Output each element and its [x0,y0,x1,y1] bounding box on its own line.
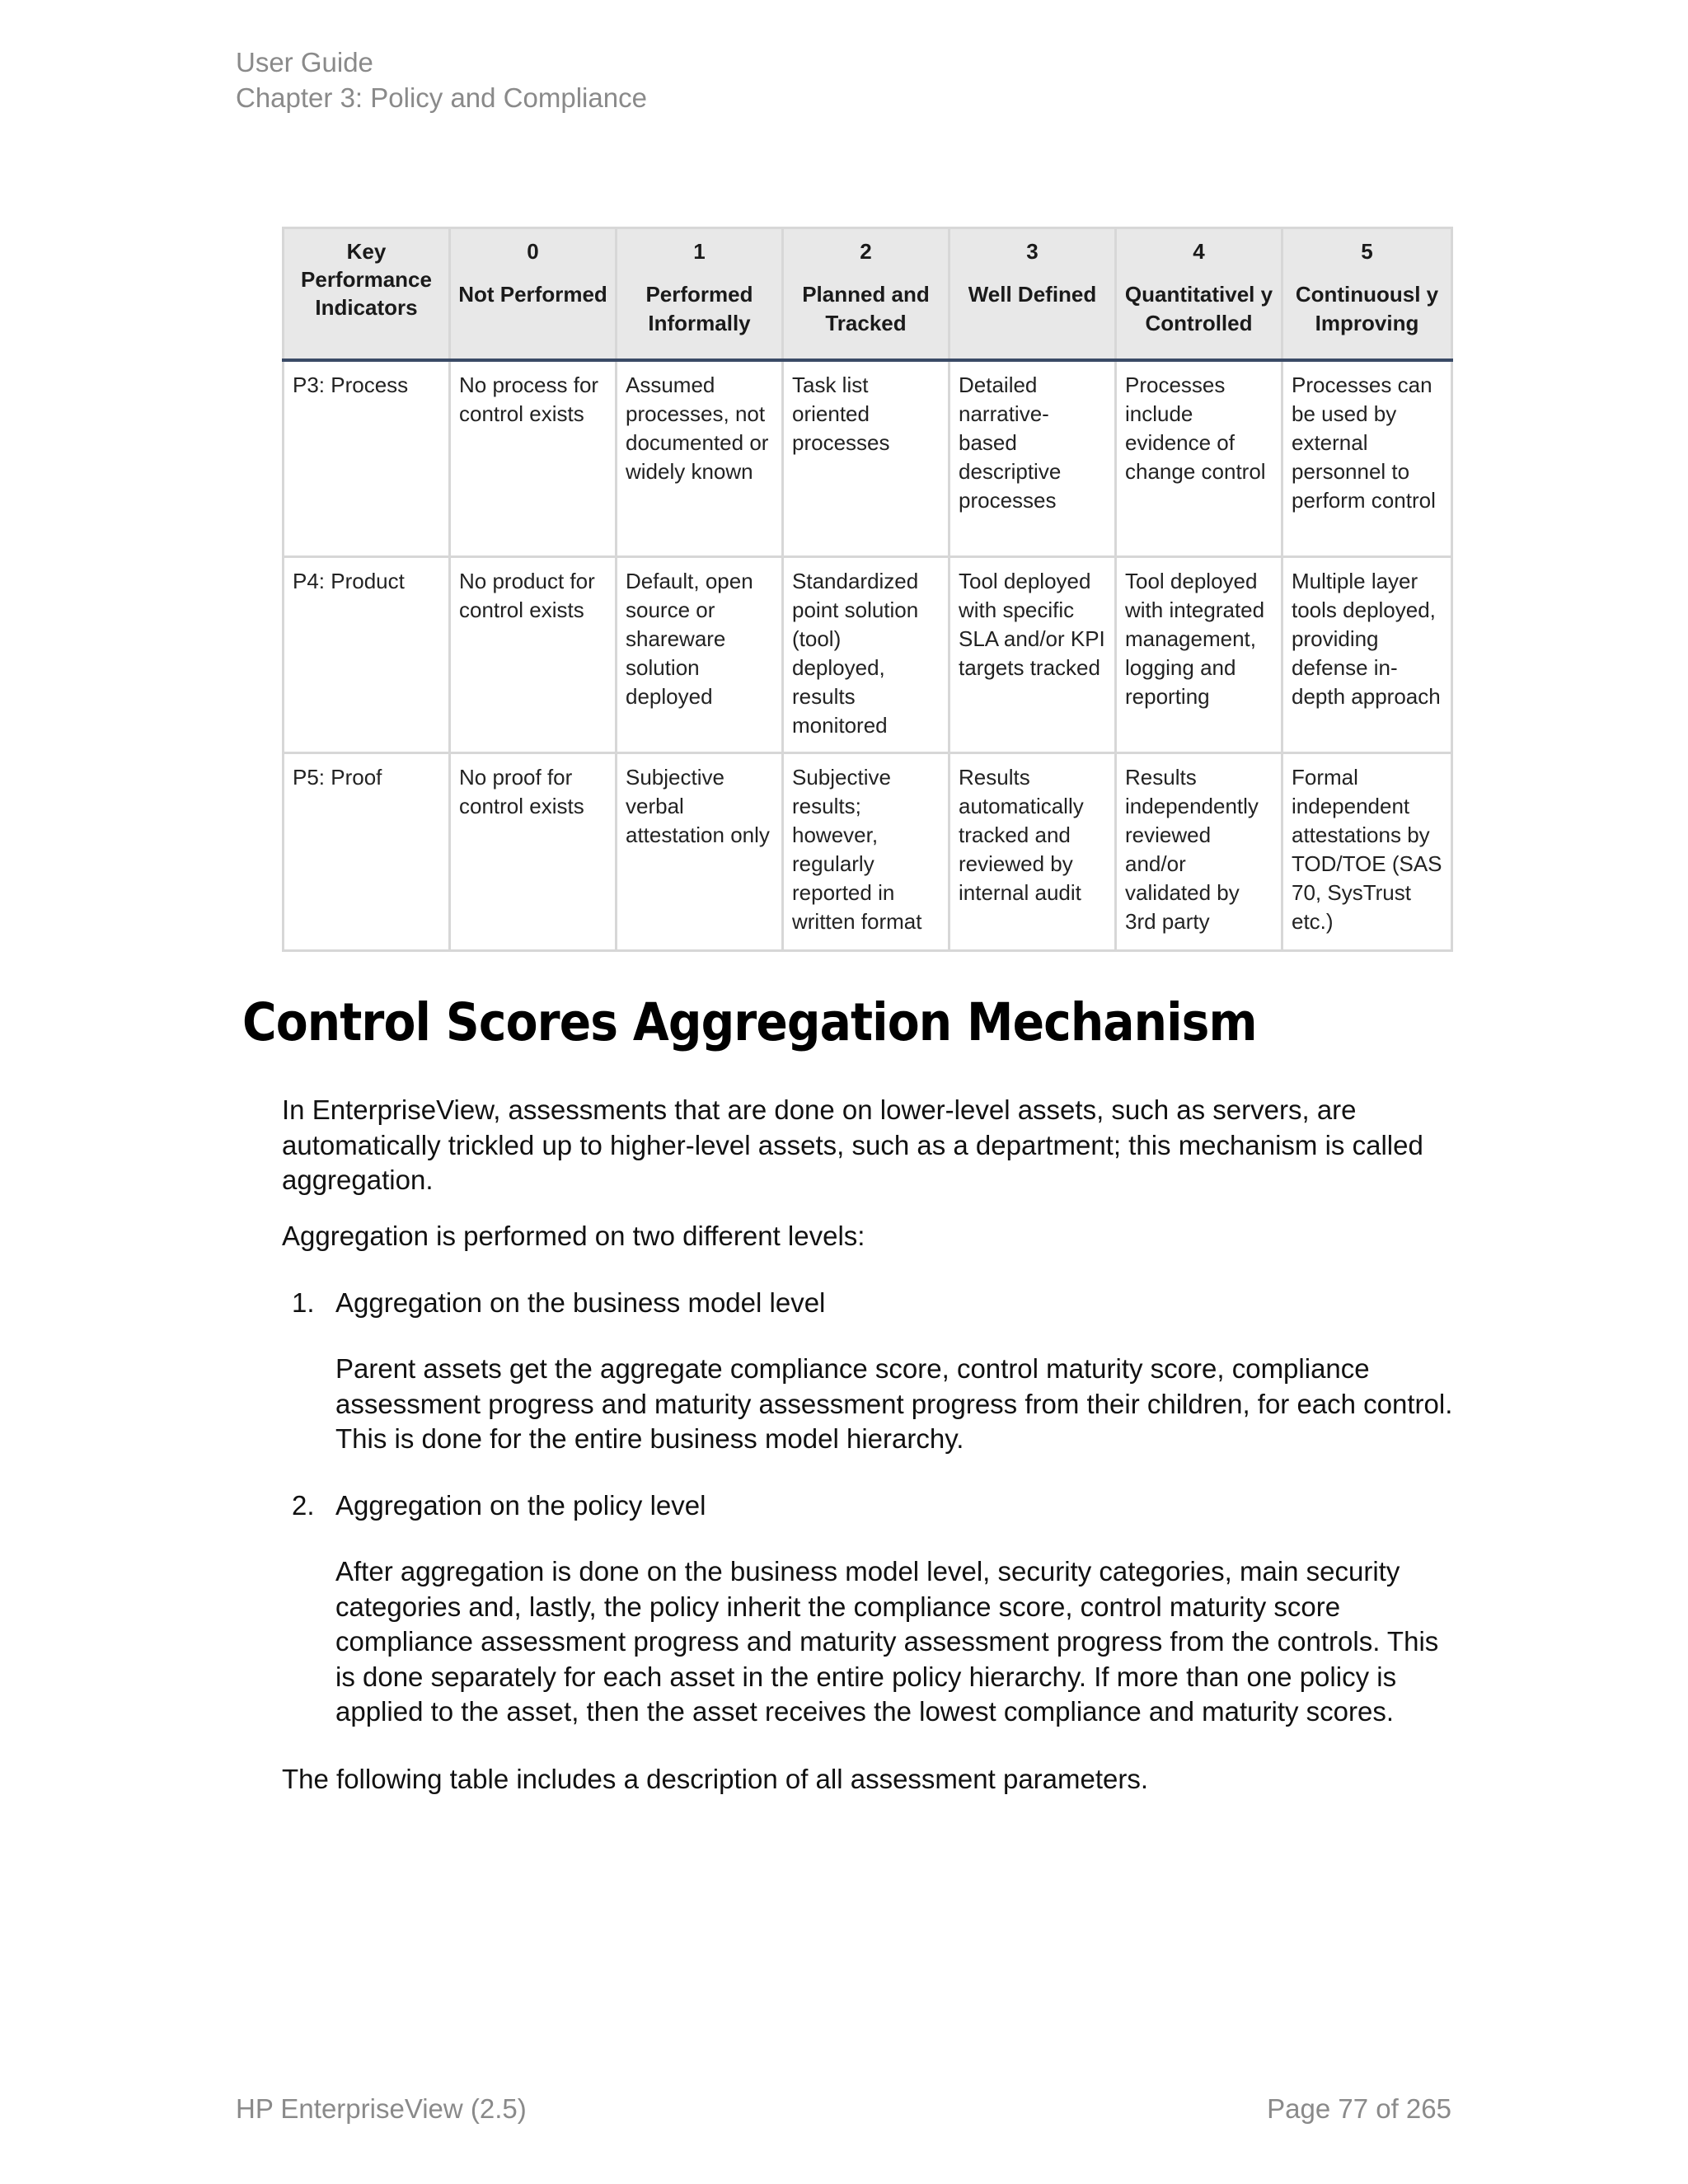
column-header-kpi: Key Performance Indicators [284,228,450,361]
header-guide-title: User Guide [236,47,373,77]
table-cell: Multiple layer tools deployed, providing defense in-depth approach [1282,557,1452,753]
footer-page-number: Page 77 of 265 [1267,2093,1451,2124]
table-cell: Processes include evidence of change control [1116,360,1282,557]
level-label: Not Performed [458,282,607,307]
column-header-level-0 [450,228,617,361]
levels-intro-paragraph: Aggregation is performed on two different levels: [282,1221,865,1251]
table-cell: Default, open source or shareware solution deployed [617,557,783,753]
table-cell: Standardized point solution (tool) deployed, results monitored [783,557,950,753]
table-cell: Subjective verbal attestation only [617,753,783,951]
column-header-level-2 [783,228,950,361]
table-cell: Results independently reviewed and/or validated by 3rd party [1116,753,1282,951]
table-cell: Detailed narrative-based descriptive processes [950,360,1116,557]
level-label: Performed Informally [645,282,753,335]
table-cell: P5: Proof [284,753,450,951]
kpi-maturity-table [282,227,1453,952]
column-header-level-3 [950,228,1116,361]
level-number: 4 [1193,239,1205,264]
level-number: 1 [693,239,706,264]
header-chapter-title: Chapter 3: Policy and Compliance [236,82,647,113]
table-cell: P3: Process [284,360,450,557]
column-header-level-1 [617,228,783,361]
table-row-p4-product [284,557,1452,753]
table-cell: Assumed processes, not documented or widely known [617,360,783,557]
list-number: 1. [292,1287,315,1318]
table-cell: Results automatically tracked and reviewed by internal audit [950,753,1116,951]
closing-paragraph: The following table includes a description of all assessment parameters. [282,1764,1149,1794]
column-header-level-5 [1282,228,1452,361]
table-cell: No process for control exists [450,360,617,557]
table-cell: Task list oriented processes [783,360,950,557]
level-number: 5 [1361,239,1373,264]
list-item-title: Aggregation on the business model level [335,1287,826,1318]
table-cell: Tool deployed with integrated management, logging and reporting [1116,557,1282,753]
table-cell: Tool deployed with specific SLA and/or KPI targets tracked [950,557,1116,753]
table-cell: Processes can be used by external personnel to perform control [1282,360,1452,557]
level-number: 0 [527,239,539,264]
intro-paragraph: In EnterpriseView, assessments that are done on lower-level assets, such as servers, are automatically trickled up to higher-level assets, such as a department; this mechanism is called aggregation. [282,1094,1423,1195]
level-number: 2 [860,239,872,264]
level-label: Continuousl y Improving [1295,282,1439,335]
list-item-description: After aggregation is done on the business model level, security categories, main security categories and, lastly, the policy inherit the compliance score, control maturity score compliance assessment progress and maturity assessment progress from the controls. This is done separately for each asset in the entire policy hierarchy. If more than one policy is applied to the asset, then the asset receives the lowest compliance and maturity scores. [335,1556,1439,1727]
table-cell: No product for control exists [450,557,617,753]
level-label: Well Defined [968,282,1097,307]
level-label: Quantitativel y Controlled [1124,282,1273,335]
table-cell: Formal independent attestations by TOD/TOE (SAS 70, SysTrust etc.) [1282,753,1452,951]
level-number: 3 [1026,239,1039,264]
level-label: Planned and Tracked [802,282,930,335]
list-item-title: Aggregation on the policy level [335,1490,706,1521]
table-cell: P4: Product [284,557,450,753]
list-number: 2. [292,1490,315,1521]
column-header-level-4 [1116,228,1282,361]
list-item-description: Parent assets get the aggregate compliance score, control maturity score, compliance assessment progress and maturity assessment progress from their children, for each control. This is done for the entire business model hierarchy. [335,1353,1453,1454]
table-cell: Subjective results; however, regularly reported in written format [783,753,950,951]
table-row-p5-proof [284,753,1452,951]
running-header [236,45,647,115]
section-heading: Control Scores Aggregation Mechanism [242,992,1257,1052]
footer-product: HP EnterpriseView (2.5) [236,2093,527,2124]
table-cell: No proof for control exists [450,753,617,951]
table-row-p3-process [284,360,1452,557]
table-header-row [284,228,1452,361]
